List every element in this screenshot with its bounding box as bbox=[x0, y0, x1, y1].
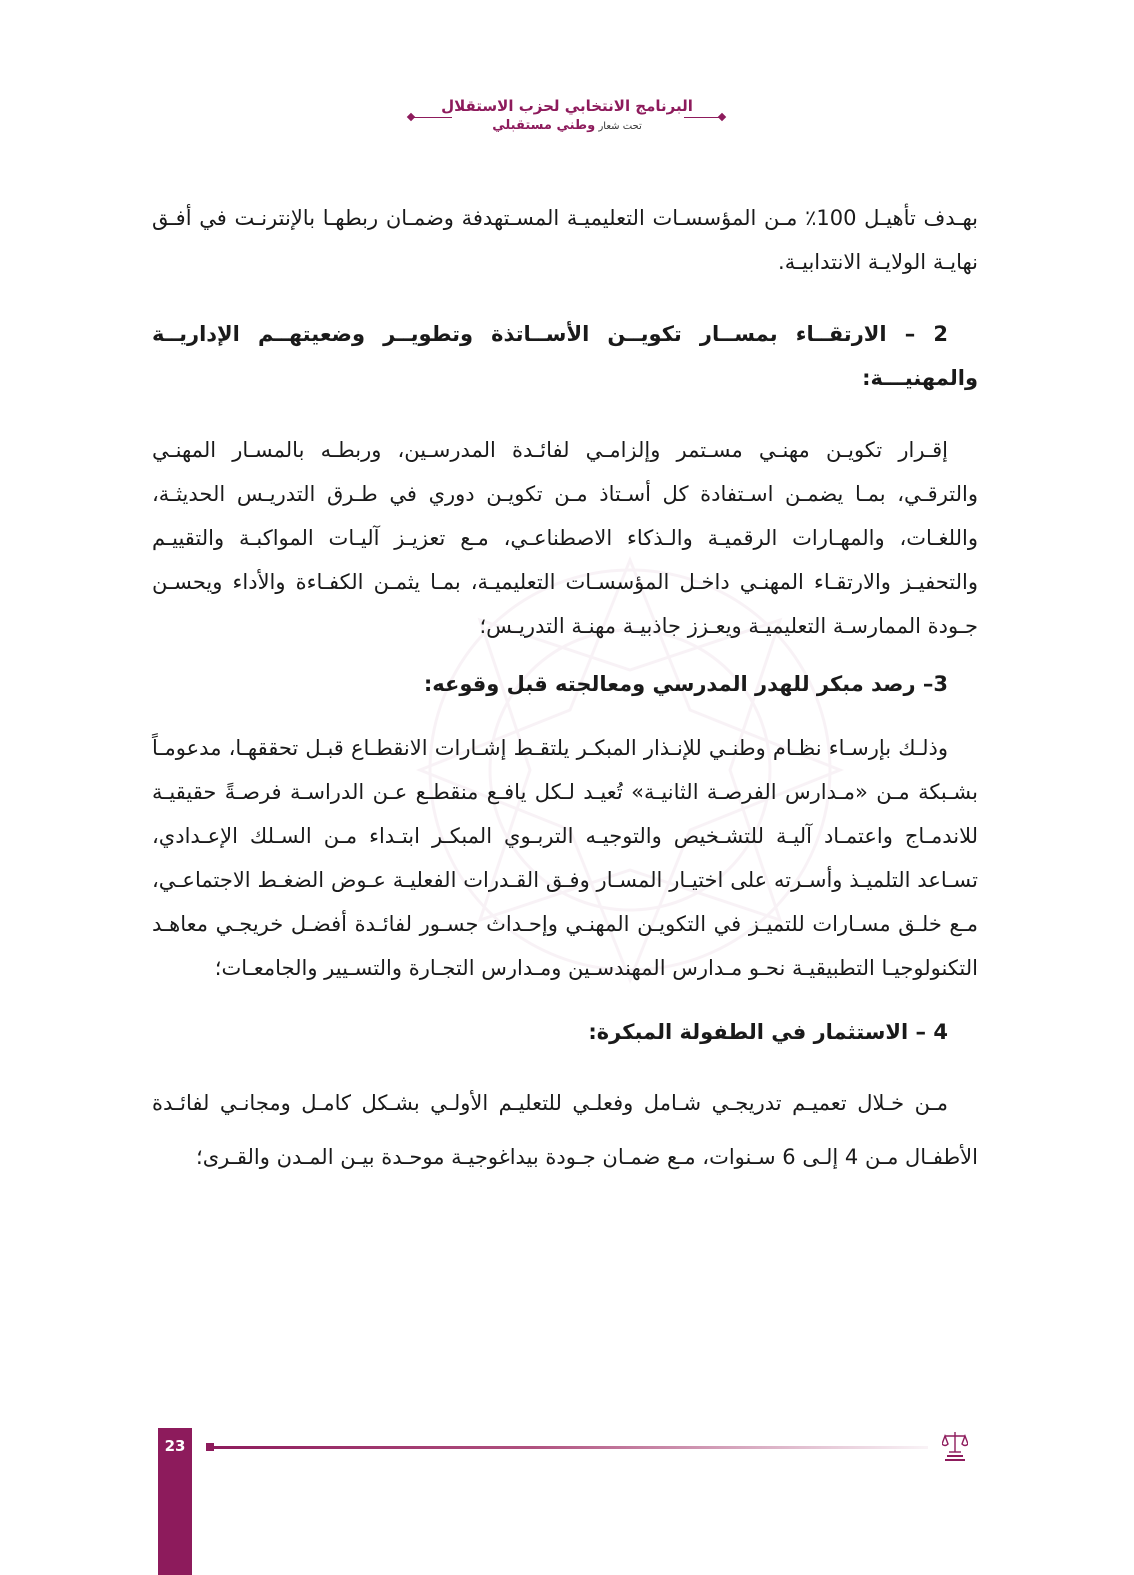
header-title: البرنامج الانتخابي لحزب الاستقلال bbox=[441, 97, 693, 115]
header-slogan: وطني مستقبلي bbox=[492, 118, 596, 133]
paragraph-dropout-prevention: وذلـك بإرسـاء نظـام وطنـي للإنـذار المبكـر يلتقـط إشـارات الانقطـاع قبـل تحققهـا، مدعومـاً بشـبكة مـن «مـدارس الفرصـة الثانيـة» تُعيـد لـكل يافـع منقطـع عـن الدراسـة فرصـةً حقيقيـة للاندمـاج واعتمـاد آليـة للتشـخيص والتوجيـه التربـوي المبكـر ابتـداء مـن السـلك الإعـدادي، تسـاعد التلميـذ وأسـرته على اختيـار المسـار وفـق القـدرات الفعليـة عـوض الضغـط الاجتماعـي، مـع خلـق مسـارات للتميـز في التكويـن المهنـي وإحـداث جسـور لفائـدة أفضـل خريجـي معاهـد التكنولوجيـا التطبيقيـة نحـو مـدارس المهندسـين ومـدارس التجـارة والتسـيير والجامعـات؛ bbox=[152, 736, 978, 980]
section-heading-4: 4 – الاستثمار في الطفولة المبكرة: bbox=[588, 1020, 948, 1044]
header-rule-left bbox=[412, 117, 452, 118]
paragraph-intro: بهـدف تأهيـل 100٪ مـن المؤسسـات التعليميـة المسـتهدفة وضمـان ربطهـا بالإنترنـت في أفـق نهايـة الولايـة الانتدابيـة. bbox=[152, 206, 978, 274]
footer-rule bbox=[208, 1446, 928, 1449]
header-rule-right bbox=[684, 117, 722, 118]
section-heading-2: 2 – الارتقــاء بمســار تكويــن الأســاتذة وتطويــر وضعيتهــم الإداريــة والمهنيـــة: bbox=[152, 322, 978, 390]
header-slogan-prefix: تحت شعار bbox=[598, 121, 642, 132]
document-body bbox=[152, 196, 978, 1184]
paragraph-teacher-training: إقـرار تكويـن مهنـي مسـتمر وإلزامـي لفائـدة المدرسـين، وربطـه بالمسـار المهنـي والترقـي، بمـا يضمـن اسـتفادة كل أسـتاذ مـن تكويـن دوري في طـرق التدريـس الحديثـة، واللغـات، والمهـارات الرقميـة والـذكاء الاصطناعـي، مـع تعزيـز آليـات المواكبـة والتقييـم والتحفيـز والارتقـاء المهنـي داخـل المؤسسـات التعليميـة، بمـا يثمـن الكفـاءة والأداء ويحسـن جـودة الممارسـة التعليميـة ويعـزز جاذبيـة مهنـة التدريـس؛ bbox=[152, 438, 978, 638]
scales-icon bbox=[942, 1430, 968, 1464]
page-header bbox=[0, 95, 1134, 136]
paragraph-early-childhood: مـن خـلال تعميـم تدريجـي شـامل وفعلـي للتعليـم الأولـي بشـكل كامـل ومجانـي لفائـدة الأطفـال مـن 4 إلـى 6 سـنوات، مـع ضمـان جـودة بيداغوجيـة موحـدة بيـن المـدن والقـرى؛ bbox=[152, 1091, 978, 1169]
section-heading-3: 3– رصد مبكر للهدر المدرسي ومعالجته قبل وقوعه: bbox=[423, 672, 948, 696]
page-number: 23 bbox=[164, 1437, 186, 1455]
header-subtitle bbox=[0, 117, 1134, 136]
